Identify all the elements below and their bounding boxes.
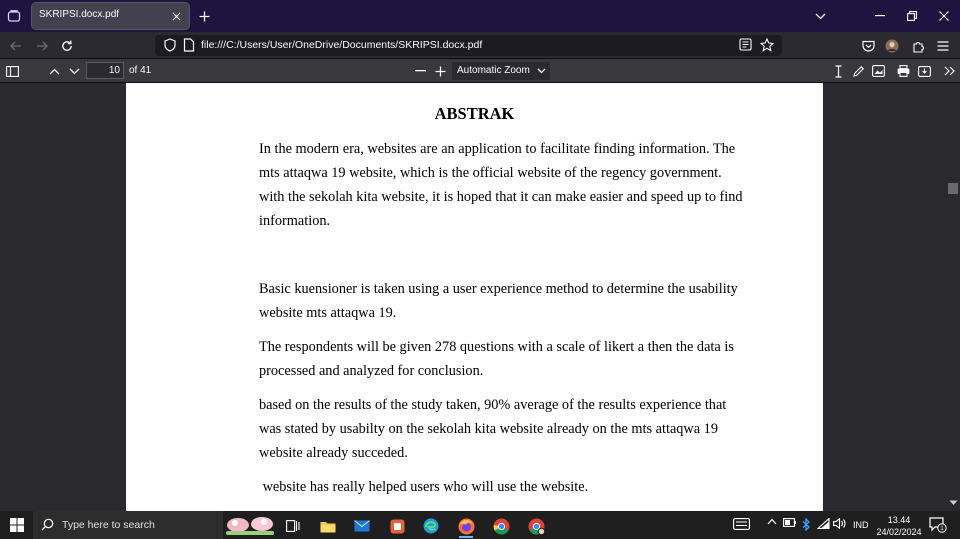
volume-speaker-icon[interactable] — [833, 518, 846, 529]
chevron-down-icon — [537, 65, 546, 76]
search-placeholder: Type here to search — [62, 519, 155, 531]
paragraph — [259, 393, 759, 465]
wifi-network-icon[interactable] — [817, 518, 830, 529]
text-line: Basic kuensioner is taken using a user experience method to determine the usability — [259, 281, 738, 297]
office-app-icon[interactable] — [383, 514, 411, 538]
tab-title: SKRIPSI.docx.pdf — [39, 9, 120, 20]
bluetooth-icon[interactable] — [802, 518, 810, 531]
close-tab-icon[interactable] — [168, 8, 184, 24]
url-text[interactable]: file:///C:/Users/User/OneDrive/Documents/SKRIPSI.docx.pdf — [201, 39, 483, 51]
zoom-select[interactable] — [452, 62, 550, 80]
document-title: ABSTRAK — [434, 104, 515, 123]
tab-active[interactable] — [32, 3, 189, 29]
clock-date: 24/02/2024 — [876, 527, 922, 537]
bookmark-star-icon[interactable] — [760, 38, 774, 52]
forward-arrow-icon[interactable] — [32, 36, 52, 56]
page-number-input[interactable] — [86, 62, 124, 79]
text-line: processed and analyzed for conclusion. — [259, 363, 484, 379]
page-count-label: of 41 — [129, 65, 152, 76]
draw-pen-icon[interactable] — [849, 62, 867, 80]
scroll-down-arrow-icon[interactable] — [949, 500, 958, 506]
notification-count-badge: 1 — [940, 526, 944, 533]
next-page-icon[interactable] — [65, 62, 83, 80]
account-avatar[interactable] — [882, 36, 902, 56]
zoom-value: Automatic Zoom — [457, 65, 530, 76]
search-icon — [41, 518, 54, 531]
show-hidden-icons-chevron-icon[interactable] — [767, 518, 777, 525]
chrome-icon[interactable] — [487, 514, 515, 538]
text-line: website has really helped users who will use the website. — [259, 479, 589, 495]
system-clock[interactable] — [873, 514, 925, 538]
navigation-toolbar — [0, 32, 960, 59]
paragraph — [259, 137, 759, 233]
taskbar-search-box[interactable] — [33, 511, 223, 539]
paragraph — [259, 277, 759, 325]
back-arrow-icon[interactable] — [6, 36, 26, 56]
pdf-viewer[interactable] — [0, 83, 960, 511]
text-line: information. — [259, 213, 331, 229]
text-line: The respondents will be given 278 questions with a scale of likert a then the data is — [259, 339, 734, 355]
notification-center-icon[interactable] — [929, 517, 947, 533]
windows-start-icon[interactable] — [8, 517, 26, 533]
text-tool-icon[interactable] — [829, 62, 847, 80]
scrollbar-thumb[interactable] — [948, 183, 958, 194]
tab-strip — [0, 0, 960, 32]
tracking-protection-shield-icon[interactable] — [163, 38, 177, 52]
minimize-icon[interactable] — [866, 4, 894, 28]
chrome-profile-icon[interactable] — [522, 514, 550, 538]
restore-window-icon[interactable] — [898, 4, 926, 28]
zoom-in-icon[interactable] — [431, 62, 449, 80]
tab-list-icon[interactable] — [3, 5, 25, 27]
mail-icon[interactable] — [348, 514, 376, 538]
more-tools-icon[interactable] — [940, 62, 958, 80]
text-line: with the sekolah kita website, it is hoped that it can make easier and speed up to find — [259, 189, 743, 205]
toggle-sidebar-icon[interactable] — [3, 62, 21, 80]
paragraph — [259, 335, 759, 383]
page-info-icon[interactable] — [183, 38, 195, 52]
clock-time: 13.44 — [887, 515, 911, 525]
add-image-icon[interactable] — [869, 62, 887, 80]
search-highlight-illustration[interactable] — [224, 513, 276, 537]
address-bar[interactable] — [155, 35, 782, 56]
edge-browser-icon[interactable] — [417, 514, 445, 538]
windows-taskbar — [0, 511, 960, 539]
firefox-icon[interactable] — [452, 514, 480, 538]
reader-view-icon[interactable] — [739, 38, 752, 51]
new-tab-icon[interactable] — [196, 8, 212, 24]
battery-icon[interactable] — [783, 518, 796, 527]
reload-icon[interactable] — [57, 36, 77, 56]
zoom-out-icon[interactable] — [411, 62, 429, 80]
extensions-puzzle-icon[interactable] — [908, 36, 928, 56]
text-line: was stated by usabilty on the sekolah kita website already on the mts attaqwa 19 — [259, 421, 718, 437]
pdf-toolbar — [0, 59, 960, 83]
text-line: website already succeded. — [259, 445, 408, 461]
file-explorer-icon[interactable] — [314, 514, 342, 538]
print-icon[interactable] — [894, 62, 912, 80]
keyboard-layout-icon[interactable] — [733, 518, 750, 530]
list-all-tabs-icon[interactable] — [812, 8, 828, 24]
pocket-icon[interactable] — [858, 36, 878, 56]
save-download-icon[interactable] — [915, 62, 933, 80]
task-view-icon[interactable] — [279, 514, 307, 538]
pdf-page — [126, 83, 823, 511]
text-line: website mts attaqwa 19. — [259, 305, 397, 321]
text-line: In the modern era, websites are an application to facilitate finding information. The — [259, 141, 736, 157]
text-line: based on the results of the study taken, 90% average of the results experience that — [259, 397, 727, 413]
paragraph — [259, 475, 759, 499]
text-line: mts attaqwa 19 website, which is the official website of the regency government. — [259, 165, 722, 181]
close-window-icon[interactable] — [930, 4, 958, 28]
application-menu-icon[interactable] — [933, 36, 953, 56]
input-language-indicator[interactable]: IND — [853, 520, 869, 530]
previous-page-icon[interactable] — [45, 62, 63, 80]
